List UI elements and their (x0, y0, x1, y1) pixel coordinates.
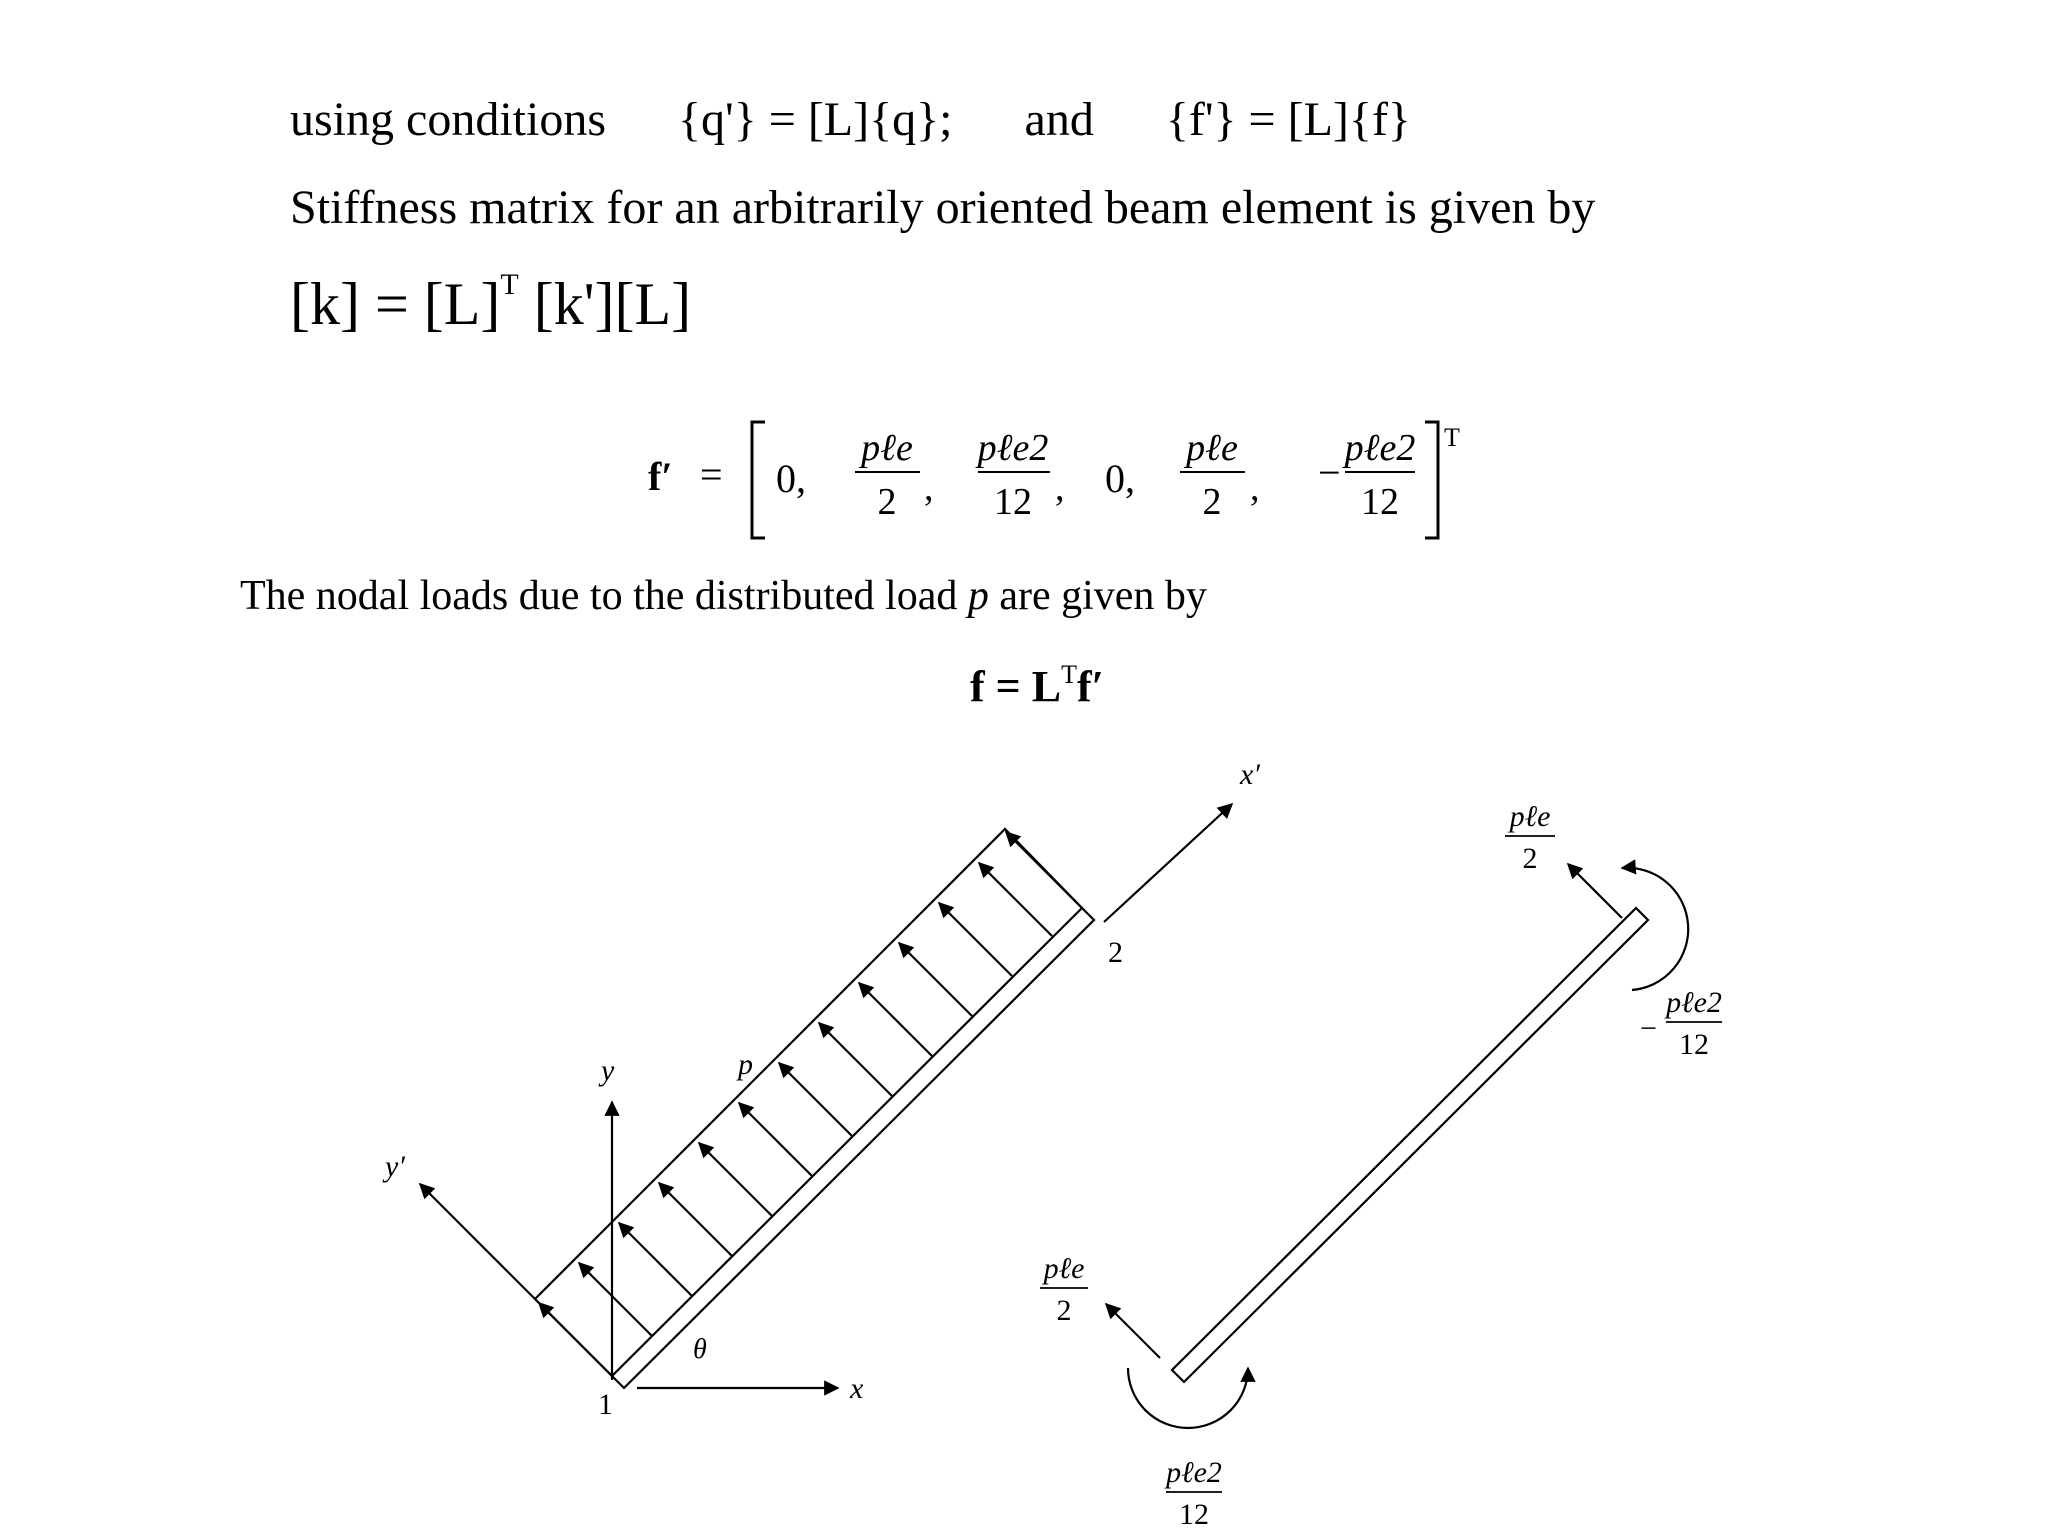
load-vector-equation (0, 400, 2048, 550)
transpose-superscript: T (500, 268, 519, 301)
vector-lhs: f′ (648, 454, 673, 499)
conditions-line (290, 92, 1411, 147)
stiffness-statement: Stiffness matrix for an arbitrarily oriented beam element is given by (290, 181, 1596, 234)
vector-comma-1: , (924, 467, 934, 509)
label-end-force-denominator: 2 (1522, 842, 1538, 875)
nodal-moment-node2-arrow (1622, 868, 1688, 990)
nodal-sentence-pre: The nodal loads due to the distributed load (240, 573, 968, 619)
vector-entry-6-denominator: 12 (1361, 481, 1399, 523)
stiffness-equation (290, 268, 691, 339)
label-x: x (850, 1372, 864, 1405)
label-start-force-denominator: 2 (1056, 1294, 1072, 1327)
vector-transpose: T (1444, 423, 1460, 452)
f-eq-transpose: T (1061, 660, 1077, 689)
vector-entry-2-numerator: pℓe (861, 427, 913, 469)
nodal-sentence-p: p (967, 573, 989, 619)
left-bracket (752, 422, 765, 538)
label-y-prime: y′ (385, 1150, 405, 1183)
vector-comma-2: , (1055, 467, 1065, 509)
vector-equals: = (700, 452, 723, 497)
label-start-moment-denominator: 12 (1179, 1498, 1209, 1531)
vector-entry-5-numerator: pℓe (1186, 427, 1238, 469)
condition-f-equation: {f'} = [L]{f} (1165, 93, 1411, 146)
vector-entry-1: 0, (776, 456, 806, 501)
conditions-and: and (1024, 93, 1094, 146)
stiffness-lhs: [k] = [L] (290, 271, 501, 337)
nodal-force-node2-arrow (1568, 864, 1622, 918)
vector-entry-3-numerator: pℓe2 (977, 427, 1049, 469)
label-end-moment-denominator: 12 (1679, 1028, 1709, 1061)
vector-comma-3: , (1250, 467, 1260, 509)
f-transform-equation (970, 660, 1104, 712)
label-x-prime: x′ (1240, 758, 1260, 791)
nodal-force-node1-arrow (1106, 1304, 1160, 1358)
vector-entry-4: 0, (1105, 456, 1135, 501)
vector-entry-3-denominator: 12 (994, 481, 1032, 523)
distributed-load-outline (535, 829, 1082, 1376)
label-theta: θ (693, 1334, 707, 1365)
x-prime-axis (1104, 804, 1232, 922)
stiffness-rhs: [k'][L] (533, 271, 692, 337)
right-bracket (1425, 422, 1438, 538)
vector-entry-2-denominator: 2 (877, 481, 897, 523)
vector-entry-6-numerator: pℓe2 (1344, 427, 1416, 469)
label-end-force-numerator: pℓe (1509, 800, 1551, 833)
label-end-moment-numerator: pℓe2 (1666, 986, 1722, 1019)
label-y: y (601, 1054, 615, 1087)
f-eq-rhs: f′ (1076, 662, 1104, 711)
condition-q-equation: {q'} = [L]{q}; (678, 93, 953, 146)
nodal-loads-sentence (240, 572, 1207, 620)
conditions-prefix: using conditions (290, 93, 607, 146)
label-end-moment-sign: − (1640, 1012, 1657, 1045)
distributed-load-arrows (539, 832, 1082, 1376)
label-node-1: 1 (598, 1388, 613, 1421)
label-node-2: 2 (1108, 936, 1123, 969)
beam-element-right (1172, 908, 1648, 1382)
beam-figure (0, 740, 2048, 1536)
vector-entry-6-sign: − (1318, 450, 1341, 495)
vector-entry-5-denominator: 2 (1202, 481, 1222, 523)
f-eq-lhs: f = L (970, 662, 1062, 711)
label-start-force-numerator: pℓe (1043, 1252, 1085, 1285)
nodal-sentence-post: are given by (988, 573, 1207, 619)
label-p: p (738, 1048, 753, 1081)
label-start-moment-numerator: pℓe2 (1166, 1456, 1222, 1489)
y-prime-axis (420, 1184, 535, 1299)
